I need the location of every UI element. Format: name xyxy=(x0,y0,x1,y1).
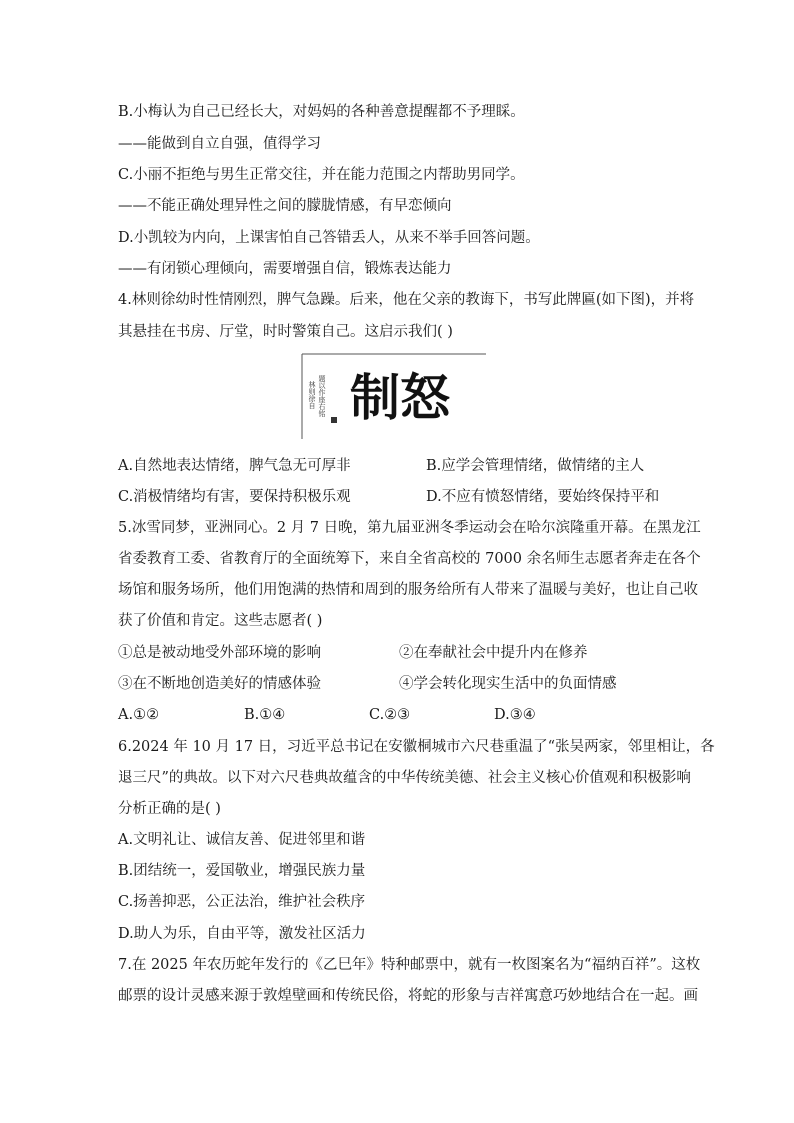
q6-option-b: B.团结统一，爱国敬业，增强民族力量 xyxy=(118,863,366,879)
q3-option-b-comment: ——能做到自立自强，值得学习 xyxy=(118,136,321,152)
q5-option-d: D.③④ xyxy=(494,707,536,723)
q5-stem-line4: 获了价值和肯定。这些志愿者( ) xyxy=(118,613,323,629)
q5-stem-line3: 场馆和服务场所，他们用饱满的热情和周到的服务给所有人带来了温暖与美好，也让自己收 xyxy=(118,582,698,598)
q5-statement-3: ③在不断地创造美好的情感体验 xyxy=(118,676,321,692)
q4-stem-line2: 其悬挂在书房、厅堂，时时警策自己。这启示我们( ) xyxy=(118,324,453,340)
plaque-inscription-1: 林则徐自 xyxy=(308,381,316,409)
q7-stem-line1: 7.在 2025 年农历蛇年发行的《乙巳年》特种邮票中，就有一枚图案名为“福纳百祥”。这枚 xyxy=(118,957,701,973)
q7-stem-line2: 邮票的设计灵感来源于敦煌壁画和传统民俗，将蛇的形象与吉祥寓意巧妙地结合在一起。画 xyxy=(118,988,698,1004)
q3-option-b: B.小梅认为自己已经长大，对妈妈的各种善意提醒都不予理睬。 xyxy=(118,104,525,120)
plaque-inscription-2: 题以作座右铭 xyxy=(318,375,326,417)
plaque-image xyxy=(300,353,486,439)
q3-option-d-comment: ——有闭锁心理倾向，需要增强自信，锻炼表达能力 xyxy=(118,261,452,277)
q5-option-b: B.①④ xyxy=(244,707,286,723)
q5-stem-line2: 省委教育工委、省教育厅的全面统筹下，来自全省高校的 7000 余名师生志愿者奔走在各个 xyxy=(118,551,701,567)
q5-option-a: A.①② xyxy=(118,707,160,723)
q5-statement-4: ④学会转化现实生活中的负面情感 xyxy=(399,676,617,692)
q4-option-a: A.自然地表达情绪，脾气急无可厚非 xyxy=(118,458,351,474)
q3-option-c-comment: ——不能正确处理异性之间的朦胧情感，有早恋倾向 xyxy=(118,198,452,214)
q3-option-d: D.小凯较为内向，上课害怕自己答错丢人，从来不举手回答问题。 xyxy=(118,230,540,246)
q5-stem-line1: 5.冰雪同梦，亚洲同心。2 月 7 日晚，第九届亚洲冬季运动会在哈尔滨隆重开幕。在黑龙江 xyxy=(118,520,701,536)
seal-stamp xyxy=(331,417,337,423)
q4-option-b: B.应学会管理情绪，做情绪的主人 xyxy=(426,458,645,474)
plaque-drawing xyxy=(300,353,486,439)
q4-stem-line1: 4.林则徐幼时性情刚烈，脾气急躁。后来，他在父亲的教诲下，书写此牌匾(如下图)，并将 xyxy=(118,292,695,308)
q5-option-c: C.②③ xyxy=(369,707,411,723)
plaque-main-text: 制怒 xyxy=(350,368,450,427)
q6-option-c: C.扬善抑恶，公正法治，维护社会秩序 xyxy=(118,894,366,910)
q3-option-c: C.小丽不拒绝与男生正常交往，并在能力范围之内帮助男同学。 xyxy=(118,167,525,183)
q6-stem-line2: 退三尺”的典故。以下对六尺巷典故蕴含的中华传统美德、社会主义核心价值观和积极影响 xyxy=(118,770,691,786)
q4-option-c: C.消极情绪均有害，要保持积极乐观 xyxy=(118,489,351,505)
q4-option-d: D.不应有愤怒情绪，要始终保持平和 xyxy=(426,489,660,505)
q5-statement-2: ②在奉献社会中提升内在修养 xyxy=(399,645,588,661)
q6-option-d: D.助人为乐，自由平等，激发社区活力 xyxy=(118,926,366,942)
q5-statement-1: ①总是被动地受外部环境的影响 xyxy=(118,645,321,661)
q6-stem-line3: 分析正确的是( ) xyxy=(118,801,221,817)
q6-option-a: A.文明礼让、诚信友善、促进邻里和谐 xyxy=(118,832,366,848)
q6-stem-line1: 6.2024 年 10 月 17 日，习近平总书记在安徽桐城市六尺巷重温了“张吴两家，邻里相让，各 xyxy=(118,739,715,755)
